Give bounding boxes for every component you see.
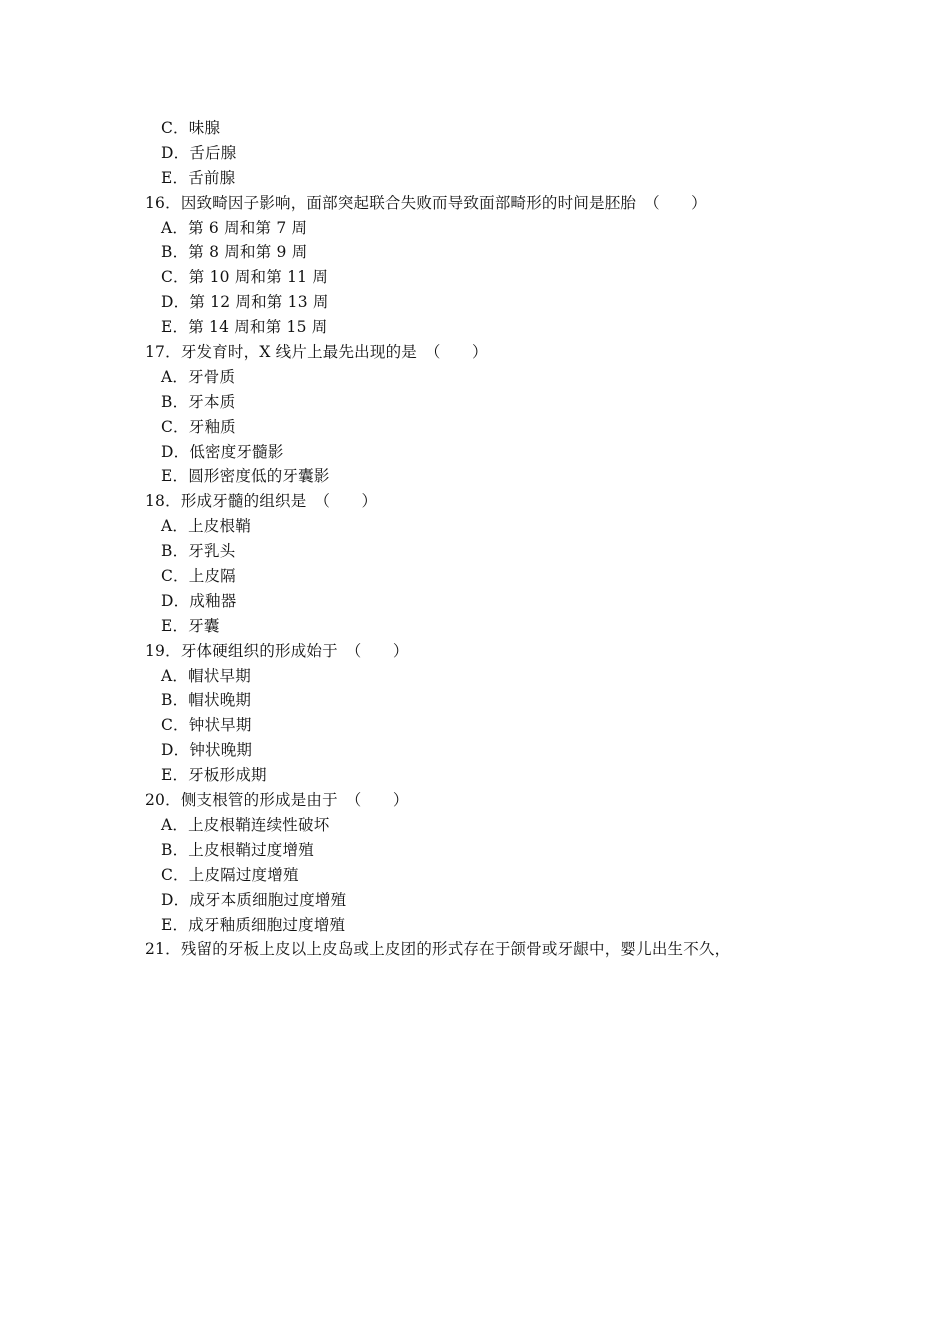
option-line: D．舌后腺 <box>161 143 237 162</box>
option-line: B．牙乳头 <box>161 542 236 561</box>
option-line: D．成牙本质细胞过度增殖 <box>161 890 347 909</box>
question-line: 16．因致畸因子影响，面部突起联合失败而导致面部畸形的时间是胚胎 （ ） <box>145 193 707 212</box>
question-line: 17．牙发育时，X 线片上最先出现的是 （ ） <box>145 343 488 362</box>
option-line: B．上皮根鞘过度增殖 <box>161 840 314 859</box>
question-line: 20．侧支根管的形成是由于 （ ） <box>145 791 409 810</box>
option-line: A．牙骨质 <box>161 367 236 386</box>
question-line: 18．形成牙髓的组织是 （ ） <box>145 492 378 511</box>
option-line: A．上皮根鞘连续性破坏 <box>161 815 330 834</box>
question-list <box>145 116 845 962</box>
option-line: A．第 6 周和第 7 周 <box>161 218 308 237</box>
option-line: C．味腺 <box>161 119 221 137</box>
option-line: E．牙板形成期 <box>161 766 267 785</box>
option-line: B．牙本质 <box>161 392 236 411</box>
option-line: A．上皮根鞘 <box>161 517 251 536</box>
option-line: E．圆形密度低的牙囊影 <box>161 467 330 486</box>
option-line: E．舌前腺 <box>161 168 236 187</box>
question-line: 21．残留的牙板上皮以上皮岛或上皮团的形式存在于颌骨或牙龈中，婴儿出生不久， <box>145 940 731 959</box>
option-line: A．帽状早期 <box>161 666 251 685</box>
option-line: D．低密度牙髓影 <box>161 442 284 461</box>
option-line: D．成釉器 <box>161 591 237 610</box>
option-line: C．第 10 周和第 11 周 <box>161 268 329 287</box>
option-line: D．钟状晚期 <box>161 741 253 760</box>
option-line: E．成牙釉质细胞过度增殖 <box>161 915 346 934</box>
option-line: C．上皮隔过度增殖 <box>161 865 299 884</box>
option-line: B．帽状晚期 <box>161 691 252 710</box>
option-line: B．第 8 周和第 9 周 <box>161 243 308 262</box>
option-line: C．牙釉质 <box>161 417 236 436</box>
option-line: D．第 12 周和第 13 周 <box>161 293 329 312</box>
option-line: C．上皮隔 <box>161 567 236 586</box>
option-line: C．钟状早期 <box>161 716 252 735</box>
question-line: 19．牙体硬组织的形成始于 （ ） <box>145 641 409 660</box>
option-line: E．第 14 周和第 15 周 <box>161 318 328 337</box>
option-line: E．牙囊 <box>161 616 220 635</box>
